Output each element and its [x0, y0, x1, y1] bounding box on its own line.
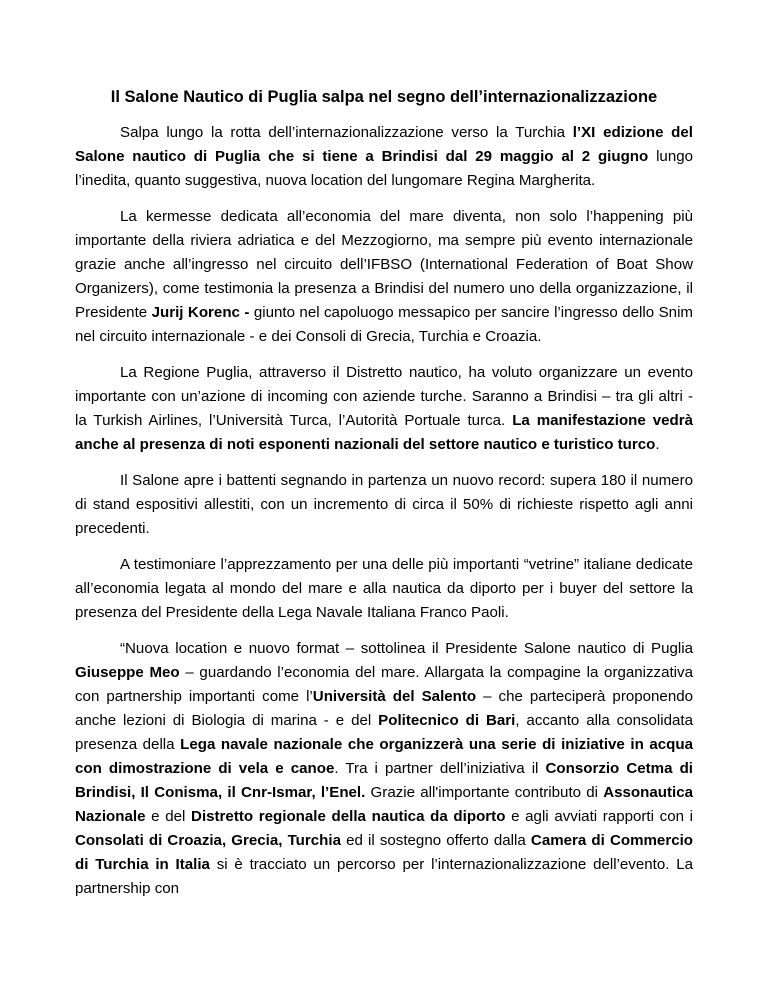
text-run: e del — [145, 808, 192, 825]
bold-text-run: Politecnico di Bari — [378, 712, 516, 729]
text-run: Il Salone apre i battenti segnando in partenza un nuovo record: supera 180 il numero di stand espositivi allestiti, con un incremento di circa il 50% di richieste rispetto agli anni precedenti. — [75, 472, 693, 537]
document-title: Il Salone Nautico di Puglia salpa nel segno dell’internazionalizzazione — [110, 88, 658, 106]
text-run: , accanto alla consolidata presenza della — [75, 712, 694, 753]
paragraph-2 — [75, 205, 693, 349]
bold-text-run: Assonautica Nazionale — [75, 784, 693, 825]
text-run: si è tracciato un percorso per l’internazionalizzazione dell’evento. La partnership con — [75, 856, 693, 897]
bold-text-run: La manifestazione vedrà anche al presenza di noti esponenti nazionali del settore nautico e turistico turco — [75, 412, 693, 453]
paragraph-4 — [75, 469, 693, 541]
bold-text-run: Consorzio Cetma di Brindisi, Il Conisma, il Cnr-Ismar, l’Enel. — [75, 760, 693, 801]
text-run: Grazie all'importante contributo di — [365, 784, 604, 801]
bold-text-run: Giuseppe Meo — [75, 664, 180, 681]
document-body — [75, 121, 693, 913]
text-run: lungo l’inedita, quanto suggestiva, nuova location del lungomare Regina Margherita. — [75, 148, 693, 189]
bold-text-run: Università del Salento — [312, 688, 477, 705]
bold-text-run: Camera di Commercio di Turchia in Italia — [75, 832, 694, 873]
text-run: “Nuova location e nuovo format – sottolinea il Presidente Salone nautico di Puglia — [120, 640, 693, 657]
paragraph-1 — [75, 121, 693, 193]
text-run: Salpa lungo la rotta dell’internazionalizzazione verso la Turchia — [120, 124, 573, 141]
bold-text-run: Lega navale nazionale che organizzerà una serie di iniziative in acqua con dimostrazione di vela e canoe — [75, 736, 693, 777]
text-run: e agli avviati rapporti con i — [505, 808, 694, 825]
bold-text-run: Distretto regionale della nautica da diporto — [191, 808, 506, 825]
bold-text-run: Consolati di Croazia, Grecia, Turchia — [75, 832, 341, 849]
text-run: La Regione Puglia, attraverso il Distretto nautico, ha voluto organizzare un evento importante con un’azione di incoming con aziende turche. Saranno a Brindisi – tra gli altri - la Turkish Airlines, l’Università Turca, l’Autorità Portuale turca. — [75, 364, 693, 429]
bold-text-run: l’XI edizione del Salone nautico di Puglia che si tiene a Brindisi dal 29 maggio al 2 giugno — [75, 124, 693, 165]
text-run: A testimoniare l’apprezzamento per una delle più importanti “vetrine” italiane dedicate all’economia legata al mondo del mare e alla nautica da diporto per i buyer del settore la presenza del Presidente della Lega Navale Italiana Franco Paoli. — [75, 556, 693, 621]
paragraph-6 — [75, 637, 693, 901]
text-run: – guardando l’economia del mare. Allargata la compagine la organizzativa con partnership importanti come l’ — [75, 664, 693, 705]
text-run: La kermesse dedicata all’economia del mare diventa, non solo l’happening più importante della riviera adriatica e del Mezzogiorno, ma sempre più evento internazionale grazie anche all’ingresso nel circuito dell’IFBSO (International Federation of Boat Show Organizers), come testimonia la presenza a Brindisi del numero uno della organizzazione, il Presidente — [75, 208, 693, 321]
text-run: giunto nel capoluogo messapico per sancire l’ingresso dello Snim nel circuito internazionale - e dei Consoli di Grecia, Turchia e Croazia. — [75, 304, 693, 345]
paragraph-3 — [75, 361, 693, 457]
text-run: . — [655, 436, 660, 453]
text-run: – che parteciperà proponendo anche lezioni di Biologia di marina - e del — [75, 688, 694, 729]
text-run: ed il sostegno offerto dalla — [340, 832, 531, 849]
bold-text-run: Jurij Korenc - — [151, 304, 250, 321]
text-run: . Tra i partner dell’iniziativa il — [334, 760, 546, 777]
paragraph-5 — [75, 553, 693, 625]
